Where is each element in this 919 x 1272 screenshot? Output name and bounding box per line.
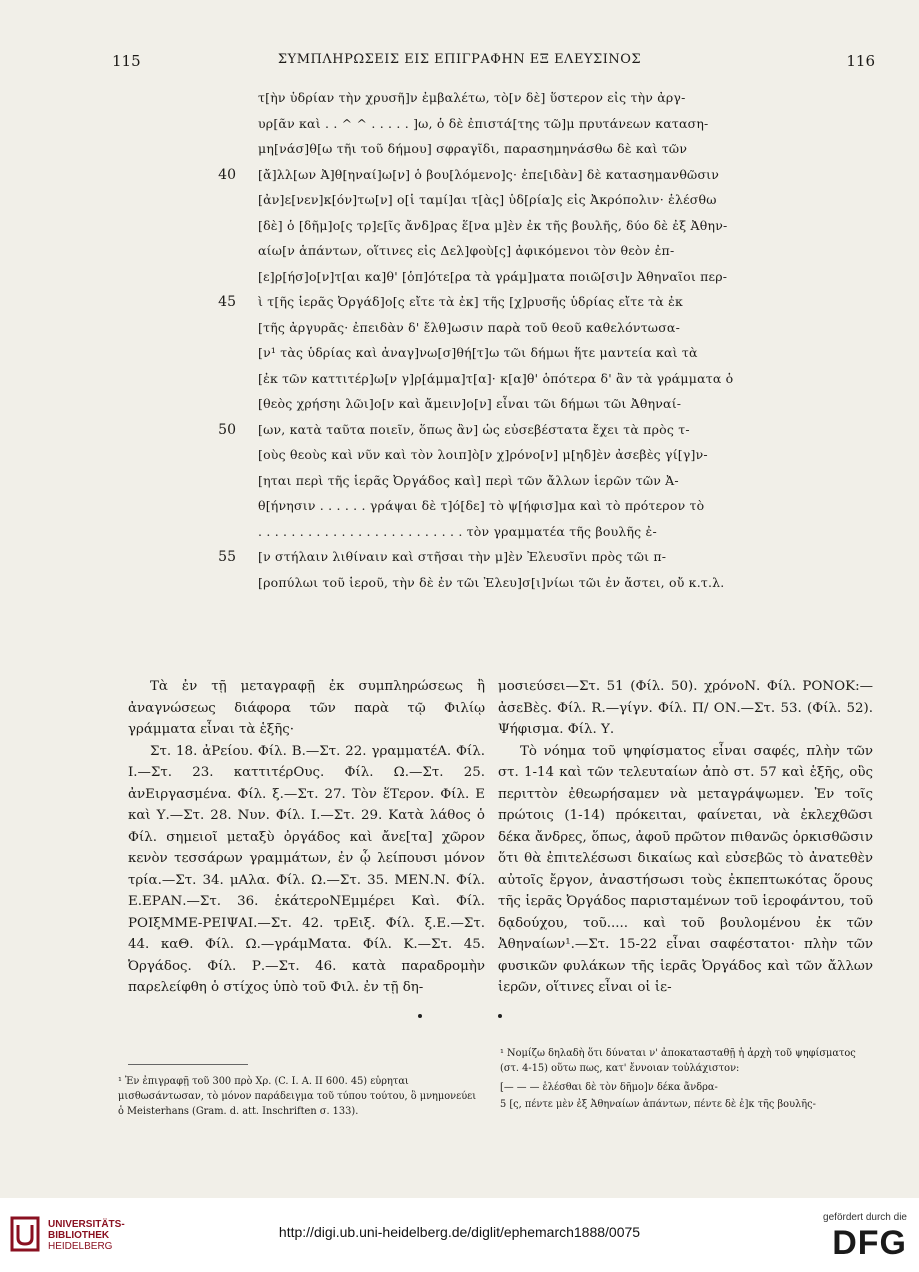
inscription-text: μη[νάσ]θ[ω τῆι τοῦ δήμου] σφραγῖδι, παρασημηνάσθω δὲ καὶ τῶν xyxy=(258,141,688,156)
inscription-line xyxy=(0,473,919,497)
inscription-line xyxy=(0,320,919,344)
print-mark xyxy=(418,1014,422,1018)
inscription-text: [ν στήλαιν λιθίναιν καὶ στῆσαι τὴν μ]ὲν Ἐλευσῖνι πρὸς τῶι π- xyxy=(258,549,667,564)
page-number-left: 115 xyxy=(112,52,141,70)
inscription-line xyxy=(0,269,919,293)
line-number: 55 xyxy=(218,549,236,565)
inscription-text: [οὺς θεοὺς καὶ νῦν καὶ τὸν λοιπ]ὸ[ν χ]ρόνο[ν] μ[ηδ]ὲν ἀσεβὲς γί[γ]ν- xyxy=(258,447,708,462)
library-name-line: BIBLIOTHEK xyxy=(48,1230,110,1241)
inscription-text: [τῆς ἀργυρᾶς· ἐπειδὰν δ' ἔλθ]ωσιν παρὰ τοῦ θεοῦ καθελόντωσα- xyxy=(258,319,680,335)
footnote-right-line: ¹ Νομίζω δηλαδὴ ὅτι δύναται ν' ἀποκατασταθῇ ἡ ἀρχὴ τοῦ ψηφίσματος (στ. 4-15) οὕτω πως, κατ' ἔννοιαν τοὐλάχιστον: xyxy=(500,1048,856,1074)
inscription-text: [ἐκ τῶν καττιτέρ]ω[ν γ]ρ[άμμα]τ[α]· κ[α]θ' ὁπότερα δ' ἂν τὰ γράμματα ὁ xyxy=(258,370,734,386)
inscription-line xyxy=(0,192,919,216)
viewer-footer xyxy=(0,1198,919,1272)
inscription-text: τ[ὴν ὑδρίαν τὴν χρυσῆ]ν ἐμβαλέτω, τὸ[ν δὲ] ὕστερον εἰς τὴν ἀργ- xyxy=(258,90,686,105)
inscription-text: [θεὸς χρήσηι λῶι]ο[ν καὶ ἄμειν]ο[ν] εἶναι τῶι δήμωι τῶι Ἀθηναί- xyxy=(258,396,682,411)
line-number: 45 xyxy=(218,294,236,310)
inscription-line xyxy=(0,243,919,267)
footnote-left: ¹ Ἐν ἐπιγραφῇ τοῦ 300 πρὸ Χρ. (C. I. A. II 600. 45) εὑρηται μισθωσάντωσαν, τὸ μόνον παράδειγμα τοῦ τύπου τούτου, ὃ μνημονεύει ὁ Meisterhans (Gram. d. att. Inschriften σ. 133). xyxy=(118,1076,477,1117)
inscription-line xyxy=(0,90,919,114)
inscription-text: [ροπύλωι τοῦ ἱεροῦ, τὴν δὲ ἐν τῶι Ἐλευ]σ[ι]νίωι τῶι ἐν ἄστει, οὔ κ.τ.λ. xyxy=(258,574,725,590)
inscription-text: [ἀν]ε[νεν]κ[όν]τω[ν] ο[ἱ ταμί]αι τ[ὰς] ὑδ[ρία]ς εἰς Ἀκρόπολιν· ἑλέσθω xyxy=(258,192,717,207)
inscription-line xyxy=(0,294,919,318)
inscription-line xyxy=(0,396,919,420)
library-name-line: HEIDELBERG xyxy=(48,1241,113,1252)
right-column xyxy=(498,676,873,999)
running-header xyxy=(0,52,919,76)
inscription-line xyxy=(0,345,919,369)
footnote-right-line: [— — — ἑλέσθαι δὲ τὸν δῆμο]ν δέκα ἄνδρα- xyxy=(500,1082,718,1093)
permalink-url[interactable]: http://digi.ub.uni-heidelberg.de/diglit/ephemarch1888/0075 xyxy=(278,1224,641,1240)
inscription-line xyxy=(0,422,919,446)
dfg-logo[interactable]: DFG xyxy=(832,1224,907,1262)
inscription-line xyxy=(0,218,919,242)
left-paragraph: Στ. 18. ἀΡείου. Φίλ. Β.—Στ. 22. γραμματέΑ. Φίλ. Ι.—Στ. 23. καττιτέρΟυς. Φίλ. Ω.—Στ. 25. ἀνΕιργασμένα. Φίλ. ξ.—Στ. 27. Τὸν ἕΤερον. Φίλ. Ε καὶ Υ.—Στ. 28. Νυν. Φίλ. Ι.—Στ. 29. Κατὰ λάθος ὁ Φίλ. σημειοῖ μεταξὺ ὀργάδος καὶ ἄνε[τα] χῶρον κενὸν τεσσάρων γραμμάτων, ἐν ᾧ λείπουσι μόνον τρία.—Στ. 34. μΑλα. Φίλ. Ω.—Στ. 35. ΜΕΝ.Ν. Φίλ. Ε.ΕΡΑΝ.—Στ. 36. ἑκάτεροΝΕμμέρει Καὶ. Φίλ. ΡΟΙξΜΜΕ-ΡΕΙΨΑΙ.—Στ. 42. τρΕιξ. Φίλ. ξ.Ε.—Στ. 44. καΘ. Φίλ. Ω.—γράμΜατα. Φίλ. Κ.—Στ. 45. Ὀργάδος. Φίλ. Ρ.—Στ. 46. κατὰ παραδρομὴν παρελείφθη ὁ στίχος ὑπὸ τοῦ Φιλ. ἐν τῇ δη- xyxy=(128,743,485,995)
footnote-right xyxy=(500,1046,872,1112)
left-column xyxy=(128,676,485,999)
inscription-line xyxy=(0,447,919,471)
footnote-right-line: 5 [ς, πέντε μὲν ἐξ Ἀθηναίων ἁπάντων, πέντε δὲ ἐ]κ τῆς βουλῆς- xyxy=(500,1099,816,1110)
inscription-line xyxy=(0,575,919,599)
inscription-text: [δὲ] ὁ [δῆμ]ο[ς τρ]ε[ῖς ἄνδ]ρας ἕ[να μ]ὲν ἐκ τῆς βουλῆς, δύο δὲ ἐξ Ἀθην- xyxy=(258,217,728,233)
line-number: 40 xyxy=(218,166,236,183)
right-paragraph: μοσιεύσει—Στ. 51 (Φίλ. 50). χρόνοΝ. Φίλ. ΡΟΝΟΚ:—ἀσεΒὲς. Φίλ. R.—γίγν. Φίλ. Π/ ΟΝ.—Στ. 53. (Φίλ. 52). Ψήφισμα. Φίλ. Υ. xyxy=(498,679,873,737)
inscription-text: [ων, κατὰ ταῦτα ποιεῖν, ὅπως ἂν] ὡς εὐσεβέστατα ἔχει τὰ πρὸς τ- xyxy=(258,421,690,437)
inscription-line xyxy=(0,116,919,140)
print-mark xyxy=(498,1014,502,1018)
inscription-line xyxy=(0,167,919,191)
page-number-right: 116 xyxy=(846,52,875,70)
right-paragraph: Τὸ νόημα τοῦ ψηφίσματος εἶναι σαφές, πλὴν τῶν στ. 1-14 καὶ τῶν τελευταίων ἀπὸ στ. 57 καὶ ἑξῆς, οὓς περιττὸν ἐθεωρήσαμεν νὰ μεταγράψωμεν. Ἐν τοῖς πρώτοις (1-14) πρόκειται, φαίνεται, νὰ ἐκλεχθῶσι δέκα ἄνδρες, ὅπως, ἀφοῦ πρῶτον πιθανῶς ὁρκισθῶσιν ὅτι θὰ ἐπιτελέσωσι δικαίως καὶ εὐσεβῶς τὸ ἀνατεθὲν αὐτοῖς ἔργον, ἀναστήσωσι τοὺς ἐκπεπτωκότας ὅρους τῆς ἱερᾶς Ὀργάδος παρισταμένων τοῦ ἱεροφάντου, τοῦ δᾳδούχου, τοῦ..... καὶ τοῦ βουλομένου ἐκ τῶν Ἀθηναίων¹.—Στ. 15-22 εἶναι σαφέστατοι· πλὴν τῶν φυσικῶν φυλάκων τῆς ἱερᾶς Ὀργάδος καὶ τῶν ἄλλων ἱερῶν, οἵτινες εἶναι οἱ ἱε- xyxy=(498,743,873,995)
inscription-line xyxy=(0,498,919,522)
inscription-text: [ηται περὶ τῆς ἱερᾶς Ὀργάδος καὶ] περὶ τῶν ἄλλων ἱερῶν τῶν Ἀ- xyxy=(258,472,679,488)
inscription-text: θ[ήνησιν . . . . . . γράψαι δὲ τ]ό[δε] τὸ ψ[ήφισ]μα καὶ τὸ πρότερον τὸ xyxy=(258,498,705,513)
inscription-text: [ε]ρ[ήσ]ο[ν]τ[αι κα]θ' [ὁπ]ότε[ρα τὰ γράμ]ματα ποιῶ[σι]ν Ἀθηναῖοι περ- xyxy=(258,268,728,284)
inscription-text: . . . . . . . . . . . . . . . . . . . . . . . . . τὸν γραμματέα τῆς βουλῆς ἐ- xyxy=(258,523,657,539)
funding-caption: gefördert durch die xyxy=(823,1212,907,1223)
inscription-line xyxy=(0,549,919,573)
inscription-text: αίω[ν ἁπάντων, οἵτινες εἰς Δελ]φοὺ[ς] ἀφικόμενοι τὸν θεὸν ἐπ- xyxy=(258,243,675,258)
inscription-text: [ἄ]λλ[ων Ἀ]θ[ηναί]ω[ν] ὁ βου[λόμενο]ς· ἐπε[ιδὰν] δὲ κατασημανθῶσιν xyxy=(258,166,720,182)
footnote-rule xyxy=(128,1064,248,1065)
inscription-text: υρ[ᾶν καὶ . . ^ ^ . . . . . ]ω, ὁ δὲ ἐπιστά[της τῶ]μ πρυτάνεων καταση- xyxy=(258,115,709,131)
library-name-line: UNIVERSITÄTS- xyxy=(48,1219,125,1230)
inscription-line xyxy=(0,141,919,165)
inscription-line xyxy=(0,371,919,395)
inscription-text: [ν¹ τὰς ὑδρίας καὶ ἀναγ]νω[σ]θή[τ]ω τῶι δήμωι ἥτε μαντεία καὶ τὰ xyxy=(258,345,698,360)
inscription-text: ὶ τ[ῆς ἱερᾶς Ὀργάδ]ο[ς εἴτε τὰ ἐκ] τῆς [χ]ρυσῆς ὑδρίας εἴτε τὰ ἐκ xyxy=(258,294,684,309)
inscription-line xyxy=(0,524,919,548)
line-number: 50 xyxy=(218,421,236,438)
left-paragraph: Τὰ ἐν τῇ μεταγραφῇ ἐκ συμπληρώσεως ἢ ἀναγνώσεως διάφορα τῶν παρὰ τῷ Φιλίῳ γράμματα εἶναι τὰ ἑξῆς· xyxy=(128,679,485,737)
running-title: ΣΥΜΠΛΗΡΩΣΕΙΣ ΕΙΣ ΕΠΙΓΡΑΦΗΝ ΕΞ ΕΛΕΥΣΙΝΟΣ xyxy=(277,52,642,67)
